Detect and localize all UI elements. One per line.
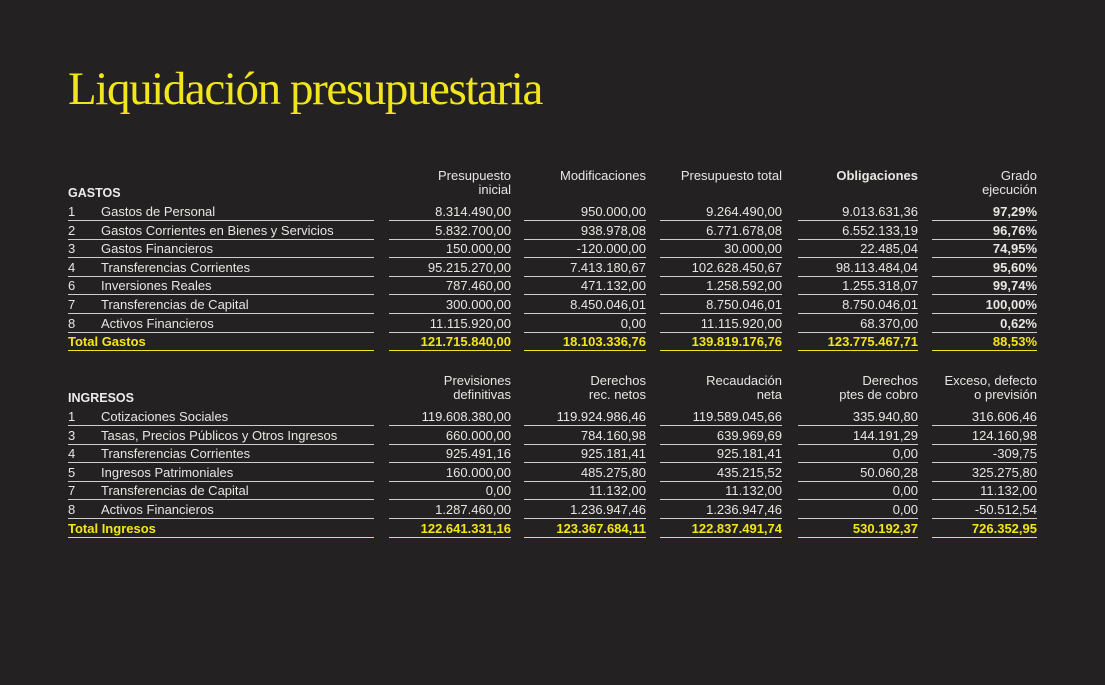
row-value-v1: 95.215.270,00 <box>389 259 511 277</box>
row-value-v2: 8.450.046,01 <box>524 296 646 314</box>
row-value-v1: 119.608.380,00 <box>389 408 511 426</box>
row-value-v4: 22.485,04 <box>798 240 918 258</box>
row-code: 4 <box>68 446 76 462</box>
row-value-v1: 0,00 <box>389 482 511 500</box>
row-label: Transferencias de Capital <box>101 483 249 499</box>
row-code: 4 <box>68 259 76 275</box>
row-value-v3: 925.181,41 <box>660 445 782 463</box>
ingresos-table-row <box>0 501 1105 520</box>
row-value-v2: -120.000,00 <box>524 240 646 258</box>
row-value-v2: 925.181,41 <box>524 445 646 463</box>
row-code: 8 <box>68 315 76 331</box>
row-value-v2: 11.132,00 <box>524 482 646 500</box>
row-label: Activos Financieros <box>101 315 214 331</box>
row-value-v5: 95,60% <box>932 259 1037 277</box>
gastos-table-row <box>0 296 1105 315</box>
row-value-v4: 0,00 <box>798 501 918 519</box>
row-value-v4: 98.113.484,04 <box>798 259 918 277</box>
row-value-v5: 97,29% <box>932 203 1037 221</box>
row-label-cell <box>68 259 374 277</box>
ingresos-header-derechos-rec-netos: Derechos rec. netos <box>588 373 646 402</box>
row-value-v3: 8.750.046,01 <box>660 296 782 314</box>
row-value-v4: 335.940,80 <box>798 408 918 426</box>
gastos-table-row <box>0 222 1105 241</box>
row-label: Transferencias Corrientes <box>101 446 251 462</box>
row-value-v3: 1.258.592,00 <box>660 277 782 295</box>
row-label: Gastos de Personal <box>101 204 216 219</box>
row-value-v2: 119.924.986,46 <box>524 408 646 426</box>
row-value-v3: 11.132,00 <box>660 482 782 500</box>
row-value-v1: 160.000,00 <box>389 464 511 482</box>
row-value-v5: 99,74% <box>932 277 1037 295</box>
row-label: Transferencias de Capital <box>101 297 249 312</box>
gastos-total-row <box>0 333 1105 352</box>
row-label: Cotizaciones Sociales <box>101 409 229 424</box>
row-label: Tasas, Precios Públicos y Otros Ingresos <box>101 427 338 443</box>
total-label-cell <box>68 333 374 351</box>
row-value-v3: 11.115.920,00 <box>660 315 782 333</box>
row-label-cell <box>68 408 374 426</box>
gastos-header-presupuesto-total: Presupuesto total <box>680 168 782 183</box>
ingresos-table-row <box>0 464 1105 483</box>
total-value-v5: 726.352,95 <box>932 520 1037 538</box>
ingresos-header-recaudacion-neta: Recaudación neta <box>706 373 782 402</box>
gastos-header-presupuesto-inicial: Presupuesto inicial <box>438 168 511 197</box>
row-value-v2: 7.413.180,67 <box>524 259 646 277</box>
row-value-v5: 11.132,00 <box>932 482 1037 500</box>
row-value-v3: 6.771.678,08 <box>660 222 782 240</box>
row-label: Ingresos Patrimoniales <box>101 464 234 480</box>
row-label-cell <box>68 222 374 240</box>
gastos-header-modificaciones: Modificaciones <box>560 168 646 183</box>
row-code: 1 <box>68 409 76 424</box>
row-value-v4: 68.370,00 <box>798 315 918 333</box>
total-value-v1: 121.715.840,00 <box>389 333 511 351</box>
total-value-v3: 139.819.176,76 <box>660 333 782 351</box>
row-value-v1: 150.000,00 <box>389 240 511 258</box>
row-value-v4: 144.191,29 <box>798 427 918 445</box>
total-value-v4: 123.775.467,71 <box>798 333 918 351</box>
row-label: Gastos Corrientes en Bienes y Servicios <box>101 222 334 238</box>
row-label-cell <box>68 315 374 333</box>
row-value-v1: 300.000,00 <box>389 296 511 314</box>
row-value-v5: 325.275,80 <box>932 464 1037 482</box>
row-code: 7 <box>68 297 76 312</box>
row-label-cell <box>68 501 374 519</box>
row-value-v4: 6.552.133,19 <box>798 222 918 240</box>
row-label: Activos Financieros <box>101 502 214 517</box>
total-label-cell <box>68 520 374 538</box>
ingresos-table-row <box>0 427 1105 446</box>
row-value-v5: 316.606,46 <box>932 408 1037 426</box>
row-code: 3 <box>68 427 76 443</box>
row-code: 8 <box>68 502 76 517</box>
row-value-v5: -50.512,54 <box>932 501 1037 519</box>
row-code: 3 <box>68 241 76 257</box>
gastos-section-label: GASTOS <box>68 186 121 200</box>
total-label: Total Ingresos <box>68 521 156 536</box>
row-value-v5: 0,62% <box>932 315 1037 333</box>
ingresos-total-row <box>0 520 1105 539</box>
row-value-v1: 1.287.460,00 <box>389 501 511 519</box>
row-value-v3: 1.236.947,46 <box>660 501 782 519</box>
row-label-cell <box>68 203 374 221</box>
row-label-cell <box>68 296 374 314</box>
row-value-v4: 8.750.046,01 <box>798 296 918 314</box>
row-value-v4: 1.255.318,07 <box>798 277 918 295</box>
gastos-table-row <box>0 240 1105 259</box>
row-value-v1: 8.314.490,00 <box>389 203 511 221</box>
row-value-v4: 0,00 <box>798 445 918 463</box>
ingresos-table-row <box>0 482 1105 501</box>
total-value-v2: 123.367.684,11 <box>524 520 646 538</box>
total-value-v2: 18.103.336,76 <box>524 333 646 351</box>
row-value-v3: 119.589.045,66 <box>660 408 782 426</box>
row-value-v1: 787.460,00 <box>389 277 511 295</box>
row-value-v2: 950.000,00 <box>524 203 646 221</box>
row-value-v2: 485.275,80 <box>524 464 646 482</box>
row-value-v1: 925.491,16 <box>389 445 511 463</box>
total-value-v5: 88,53% <box>932 333 1037 351</box>
row-value-v2: 0,00 <box>524 315 646 333</box>
row-code: 6 <box>68 278 76 294</box>
gastos-table-row <box>0 315 1105 334</box>
row-value-v2: 938.978,08 <box>524 222 646 240</box>
ingresos-table-row <box>0 408 1105 427</box>
row-code: 5 <box>68 464 76 480</box>
row-label-cell <box>68 482 374 500</box>
page-title: Liquidación presupuestaria <box>68 63 542 115</box>
row-value-v4: 0,00 <box>798 482 918 500</box>
gastos-table-row <box>0 203 1105 222</box>
row-value-v2: 1.236.947,46 <box>524 501 646 519</box>
total-label: Total Gastos <box>68 334 146 349</box>
gastos-table-row <box>0 277 1105 296</box>
row-value-v3: 639.969,69 <box>660 427 782 445</box>
row-code: 2 <box>68 222 76 238</box>
row-value-v3: 102.628.450,67 <box>660 259 782 277</box>
row-value-v5: 96,76% <box>932 222 1037 240</box>
gastos-table-row <box>0 259 1105 278</box>
row-value-v1: 11.115.920,00 <box>389 315 511 333</box>
ingresos-header-derechos-ptes-cobro: Derechos ptes de cobro <box>839 373 918 402</box>
total-value-v1: 122.641.331,16 <box>389 520 511 538</box>
gastos-header-grado-ejecucion: Grado ejecución <box>982 168 1037 197</box>
ingresos-header-exceso-defecto: Exceso, defecto o previsión <box>944 373 1037 402</box>
row-label-cell <box>68 277 374 295</box>
row-label: Gastos Financieros <box>101 241 213 257</box>
row-value-v3: 435.215,52 <box>660 464 782 482</box>
row-label-cell <box>68 445 374 463</box>
row-value-v4: 50.060,28 <box>798 464 918 482</box>
row-value-v4: 9.013.631,36 <box>798 203 918 221</box>
row-value-v5: 74,95% <box>932 240 1037 258</box>
gastos-header-obligaciones: Obligaciones <box>836 168 918 183</box>
row-value-v3: 9.264.490,00 <box>660 203 782 221</box>
row-code: 1 <box>68 204 76 219</box>
row-value-v2: 471.132,00 <box>524 277 646 295</box>
row-label-cell <box>68 464 374 482</box>
ingresos-header-previsiones-definitivas: Previsiones definitivas <box>443 373 511 402</box>
total-value-v4: 530.192,37 <box>798 520 918 538</box>
row-label-cell <box>68 240 374 258</box>
row-value-v1: 5.832.700,00 <box>389 222 511 240</box>
row-code: 7 <box>68 483 76 499</box>
total-value-v3: 122.837.491,74 <box>660 520 782 538</box>
row-value-v1: 660.000,00 <box>389 427 511 445</box>
row-value-v5: 100,00% <box>932 296 1037 314</box>
row-label-cell <box>68 427 374 445</box>
row-label: Inversiones Reales <box>101 278 212 294</box>
row-value-v5: -309,75 <box>932 445 1037 463</box>
row-value-v3: 30.000,00 <box>660 240 782 258</box>
row-value-v5: 124.160,98 <box>932 427 1037 445</box>
row-label: Transferencias Corrientes <box>101 259 251 275</box>
ingresos-table-row <box>0 445 1105 464</box>
ingresos-section-label: INGRESOS <box>68 391 134 405</box>
row-value-v2: 784.160,98 <box>524 427 646 445</box>
